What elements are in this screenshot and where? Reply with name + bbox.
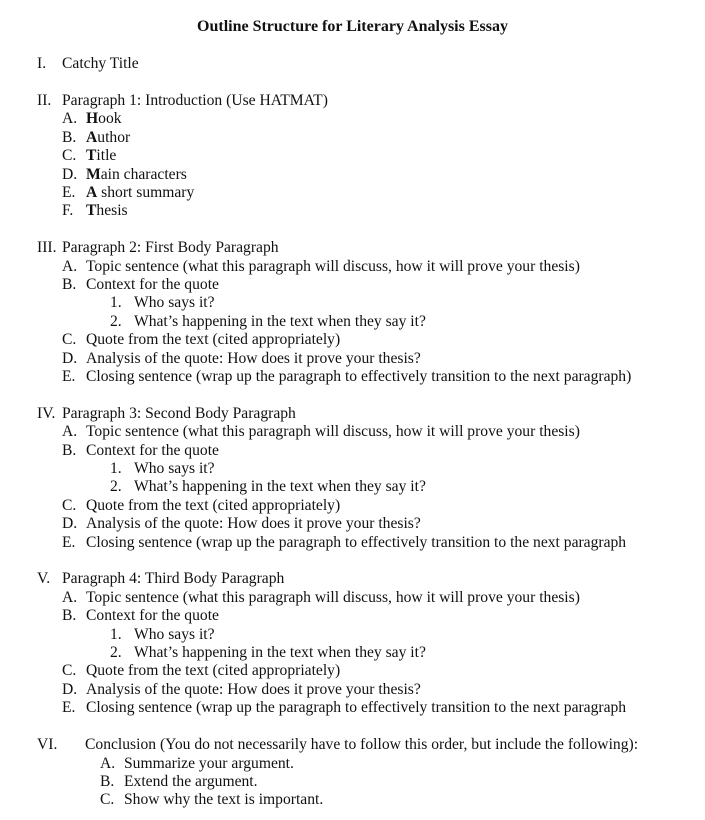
list-item: A. Hook [62,110,122,127]
list-item: C. Quote from the text (cited appropriately) [62,662,341,679]
list-item: A. Topic sentence (what this paragraph will discuss, how it will prove your thesis) [62,258,580,275]
section-numeral: IV. [37,405,56,422]
section-title: Catchy Title [62,55,139,72]
section-numeral: III. [37,239,57,256]
list-item: C. Title [62,147,117,164]
list-item: D. Analysis of the quote: How does it prove your thesis? [62,515,421,532]
list-item: B. Extend the argument. [100,773,258,790]
list-item: A. Topic sentence (what this paragraph will discuss, how it will prove your thesis) [62,589,580,606]
sub-list-item: 1. Who says it? [110,626,215,643]
section-numeral: II. [37,92,52,109]
section-heading-4 [37,405,296,423]
section-heading-3 [37,239,279,257]
document-title: Outline Structure for Literary Analysis Essay [197,18,508,35]
section-heading-6 [37,736,638,754]
sub-list-item: 2. What’s happening in the text when they say it? [110,644,426,661]
list-item: B. Context for the quote [62,607,219,624]
list-item: C. Quote from the text (cited appropriately) [62,497,341,514]
list-item: A. Summarize your argument. [100,755,294,772]
list-item: D. Main characters [62,166,187,183]
list-item: E. Closing sentence (wrap up the paragraph to effectively transition to the next paragraph [62,699,627,716]
sub-list-item: 1. Who says it? [110,460,215,477]
list-item: B. Author [62,129,131,146]
list-item: B. Context for the quote [62,442,219,459]
list-item: A. Topic sentence (what this paragraph will discuss, how it will prove your thesis) [62,423,580,440]
section-heading-5 [37,570,284,588]
sub-list-item: 2. What’s happening in the text when they say it? [110,313,426,330]
list-item: F. Thesis [62,202,128,219]
list-item: E. Closing sentence (wrap up the paragraph to effectively transition to the next paragraph) [62,368,632,385]
section-title: Conclusion (You do not necessarily have to follow this order, but include the following): [85,736,639,753]
section-title: Paragraph 3: Second Body Paragraph [62,405,296,422]
sub-list-item: 2. What’s happening in the text when they say it? [110,478,426,495]
section-title: Paragraph 1: Introduction (Use HATMAT) [62,92,328,109]
list-item: E. A short summary [62,184,195,201]
section-title: Paragraph 2: First Body Paragraph [62,239,279,256]
section-numeral: V. [37,570,51,587]
list-item: D. Analysis of the quote: How does it prove your thesis? [62,350,421,367]
section-heading-2 [37,92,328,110]
list-item: D. Analysis of the quote: How does it prove your thesis? [62,681,421,698]
section-heading-1 [37,55,139,73]
list-item: B. Context for the quote [62,276,219,293]
section-title: Paragraph 4: Third Body Paragraph [62,570,285,587]
sub-list-item: 1. Who says it? [110,294,215,311]
list-item: C. Quote from the text (cited appropriately) [62,331,341,348]
section-numeral: I. [37,55,47,72]
section-numeral: VI. [37,736,58,753]
list-item: E. Closing sentence (wrap up the paragraph to effectively transition to the next paragraph [62,534,627,551]
list-item: C. Show why the text is important. [100,791,324,808]
